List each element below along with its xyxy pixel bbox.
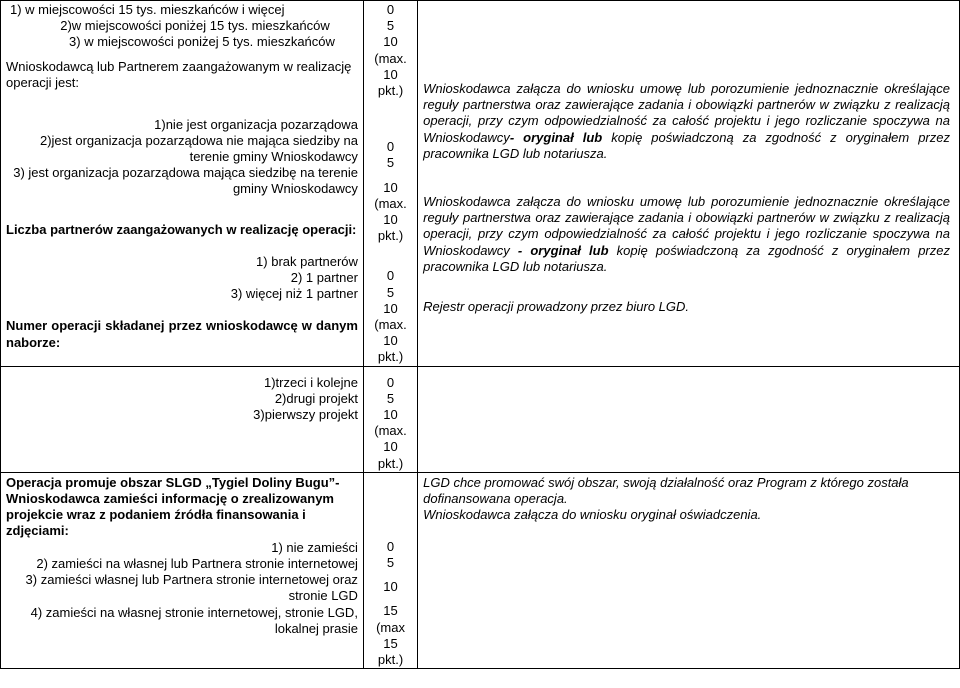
points-value: 0 [386,538,395,554]
option-text: 3) jest organizacja pozarządowa mająca siedzibę na terenie gminy Wnioskodawcy [13,165,358,197]
option-text: 3) więcej niż 1 partner [230,286,358,302]
points-value: 10 [383,34,398,50]
option-text: 2) 1 partner [290,270,358,286]
points-value: pkt.) [377,652,404,668]
points-value: (max. 10 [374,423,407,455]
criterion-title: Wnioskodawcą lub Partnerem zaangażowanym w realizację operacji jest: [6,58,352,90]
option-text: 3) zamieści własnej lub Partnera stronie internetowej oraz stronie LGD [25,572,358,604]
points-cell [363,1,417,367]
points-value: (max 15 [376,619,405,651]
notes-cell [418,472,960,668]
points-value: 5 [386,284,395,300]
table-row [1,472,960,668]
criterion-title: Liczba partnerów zaangażowanych w realizację operacji: [6,221,357,237]
table-row [1,366,960,472]
points-value: pkt.) [377,455,404,471]
criterion-title: Operacja promuje obszar SLGD „Tygiel Doliny Bugu”- Wnioskodawca zamieści informację o zrealizowanym projekcie wraz z podaniem źródła finansowania i zdjęciami: [6,474,340,539]
note-text: Rejestr operacji prowadzony przez biuro LGD. [423,299,690,315]
option-text: 1) nie zamieści [271,539,358,555]
points-value: 0 [386,139,395,155]
points-cell [363,472,417,668]
points-value: pkt.) [377,228,404,244]
points-value: 0 [386,374,395,390]
criterion-title: Numer operacji składanej przez wnioskodawcę w danym naborze: [6,318,358,350]
criteria-cell [1,366,364,472]
table-row [1,1,960,367]
points-value: pkt.) [377,349,404,365]
option-text: 2)w miejscowości poniżej 15 tys. mieszkańców [60,18,330,34]
option-text: 2) zamieści na własnej lub Partnera stronie internetowej [36,555,358,571]
points-value: 5 [386,18,395,34]
points-value: (max. 10 [374,50,407,82]
option-text: 3) w miejscowości poniżej 5 tys. mieszkańców [69,34,335,50]
note-text: Wnioskodawca załącza do wniosku umowę lub porozumienie jednoznacznie określające reguły partnerstwa oraz zawierające zadania i obowiązki partnerów w związku z realizacją operacji, przy czym odpowiedzialność za całość projektu i jego rozliczanie spoczywa na Wnioskodawcy - oryginał lub kopię poświadczoną za zgodność z oryginałem przez pracownika LGD lub notariusza. [423,194,950,274]
points-value: 5 [386,390,395,406]
option-text: 1)trzeci i kolejne [264,374,358,390]
note-text: Wnioskodawca załącza do wniosku umowę lub porozumienie jednoznacznie określające reguły partnerstwa oraz zawierające zadania i obowiązki partnerów w związku z realizacją operacji, przy czym odpowiedzialność za całość projektu i jego rozliczanie spoczywa na Wnioskodawcy- oryginał lub kopię poświadczoną za zgodność z oryginałem przez pracownika LGD lub notariusza. [423,81,950,161]
points-value: 15 [383,603,398,619]
note-text: Wnioskodawca załącza do wniosku oryginał oświadczenia. [423,507,762,523]
note-text: LGD chce promować swój obszar, swoją działalność oraz Program z którego została dofinansowana operacja. [423,474,909,507]
points-value: 0 [386,2,395,17]
option-text: 1) w miejscowości 15 tys. mieszkańców i więcej [10,2,285,17]
option-text: 1) brak partnerów [256,253,358,269]
points-value: 5 [386,155,395,171]
points-value: 10 [383,579,398,595]
points-value: (max. 10 [374,195,407,228]
points-cell [363,366,417,472]
points-value: (max. 10 [374,317,407,349]
points-value: 0 [386,268,395,284]
option-text: 3)pierwszy projekt [253,407,358,423]
points-value: 5 [386,555,395,571]
points-value: pkt.) [377,83,404,99]
criteria-cell [1,1,364,367]
points-value: 10 [383,300,398,316]
option-text: 4) zamieści na własnej stronie internetowej, stronie LGD, lokalnej prasie [30,604,358,636]
option-text: 2)drugi projekt [274,390,358,406]
points-value: 10 [383,179,398,195]
option-text: 2)jest organizacja pozarządowa nie mająca siedziby na terenie gminy Wnioskodawcy [39,132,358,165]
points-value: 10 [383,407,398,423]
criteria-cell [1,472,364,668]
option-text: 1)nie jest organizacja pozarządowa [154,116,358,132]
notes-cell [418,1,960,367]
notes-cell [418,366,960,472]
